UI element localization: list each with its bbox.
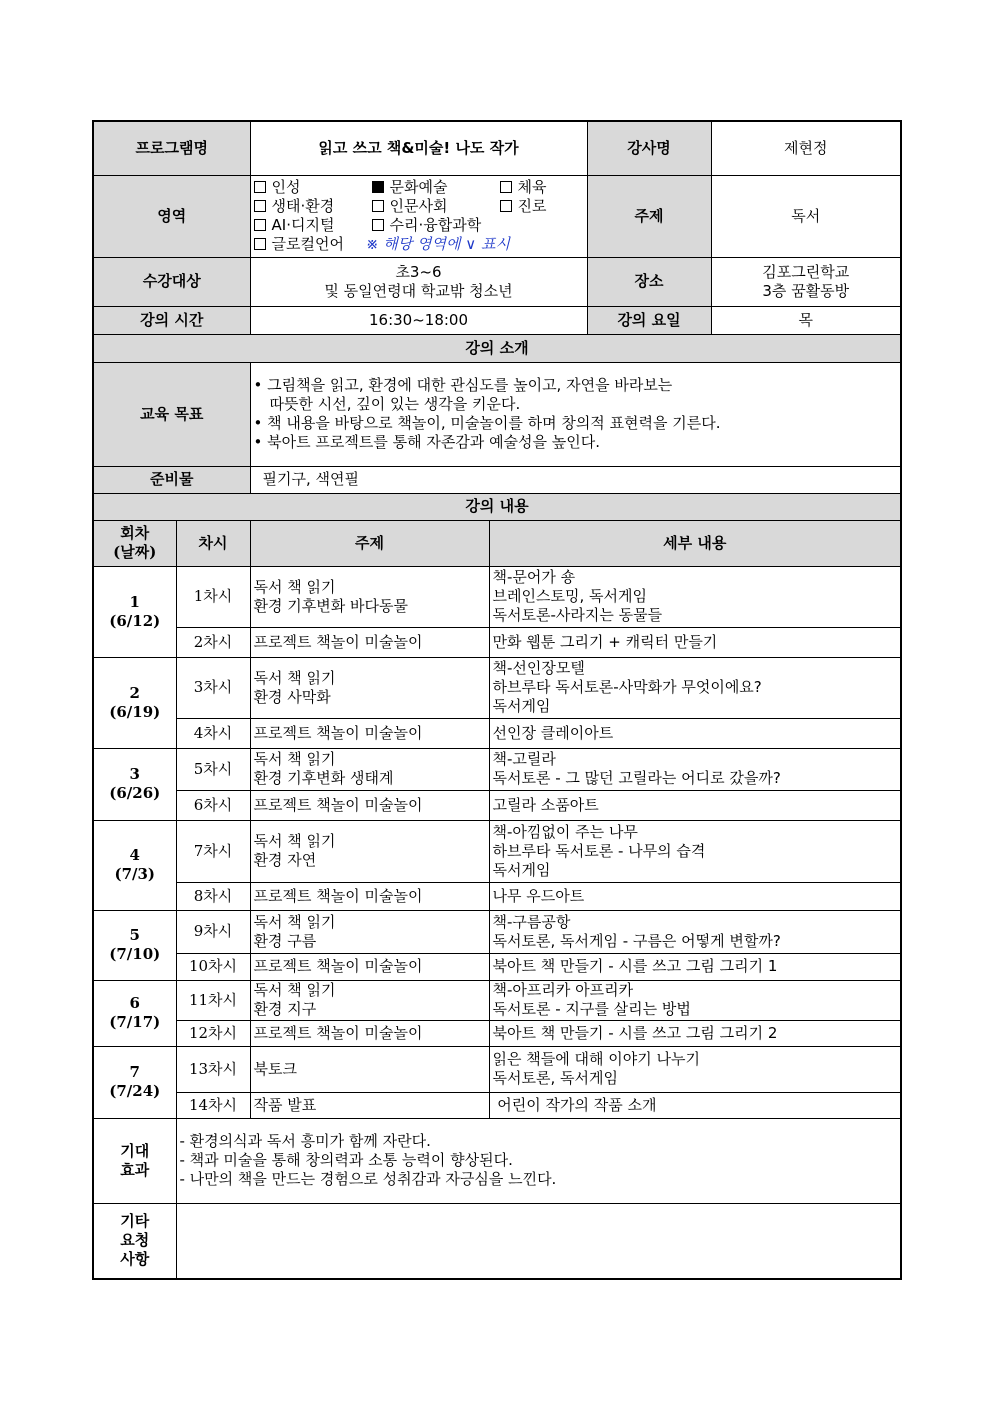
- detail-11: 책-아프리카 아프리카 독서토론 - 지구를 살리는 방법: [489, 980, 901, 1020]
- topic-value: 독서: [711, 175, 901, 257]
- checkbox-empty-icon: [372, 219, 384, 231]
- col-header-topic: 주제: [250, 520, 489, 566]
- checkbox-empty-icon: [372, 200, 384, 212]
- period-3: 3차시: [176, 657, 250, 718]
- period-5: 5차시: [176, 748, 250, 790]
- goal-list: [250, 362, 901, 466]
- checkbox-empty-icon: [254, 219, 266, 231]
- checkbox-empty-icon: [254, 181, 266, 193]
- other-requests-label: 기타 요청 사항: [93, 1203, 176, 1279]
- content-section-title: 강의 내용: [93, 493, 901, 520]
- period-2: 2차시: [176, 627, 250, 657]
- period-7: 7차시: [176, 820, 250, 882]
- instructor-label: 강사명: [587, 121, 711, 175]
- period-1: 1차시: [176, 566, 250, 627]
- area-option-ai-digital[interactable]: AI·디지털: [254, 216, 362, 235]
- topic-4: 프로젝트 책놀이 미술놀이: [250, 718, 489, 748]
- day-value: 목: [711, 306, 901, 334]
- topic-9: 독서 책 읽기 환경 구름: [250, 910, 489, 953]
- time-value: 16:30~18:00: [250, 306, 587, 334]
- target-line-1: 초3~6: [395, 262, 442, 281]
- effects-list: [176, 1118, 901, 1203]
- program-plan-table: [92, 120, 902, 1280]
- detail-9: 책-구름공항 독서토론, 독서게임 - 구름은 어떻게 변할까?: [489, 910, 901, 953]
- period-14: 14차시: [176, 1092, 250, 1118]
- topic-3: 독서 책 읽기 환경 사막화: [250, 657, 489, 718]
- goal-line-1: • 그림책을 읽고, 환경에 대한 관심도를 높이고, 자연을 바라보는: [253, 376, 673, 394]
- detail-6: 고릴라 소품아트: [489, 790, 901, 820]
- area-option-humanities[interactable]: 인문사회: [372, 197, 490, 216]
- day-label: 강의 요일: [587, 306, 711, 334]
- time-label: 강의 시간: [93, 306, 250, 334]
- topic-6: 프로젝트 책놀이 미술놀이: [250, 790, 489, 820]
- topic-7: 독서 책 읽기 환경 자연: [250, 820, 489, 882]
- detail-1: 책-문어가 숑 브레인스토밍, 독서게임 독서토론-사라지는 동물들: [489, 566, 901, 627]
- checkbox-filled-icon: [372, 181, 384, 193]
- program-name-label: 프로그램명: [93, 121, 250, 175]
- period-6: 6차시: [176, 790, 250, 820]
- area-option-math-science[interactable]: 수리·융합과학: [372, 216, 482, 235]
- area-option-ecology[interactable]: 생태·환경: [254, 197, 362, 216]
- session-4-cell: 4 (7/3): [93, 820, 176, 910]
- place-line-1: 김포그린학교: [762, 262, 850, 281]
- period-11: 11차시: [176, 980, 250, 1020]
- intro-section-title: 강의 소개: [93, 334, 901, 362]
- materials-label: 준비물: [93, 466, 250, 493]
- area-options: [250, 175, 587, 257]
- area-option-culture-arts[interactable]: 문화예술: [372, 178, 490, 197]
- area-option-insung[interactable]: 인성: [254, 178, 362, 197]
- place-value: [711, 257, 901, 306]
- detail-10: 북아트 책 만들기 - 시를 쓰고 그림 그리기 1: [489, 953, 901, 980]
- detail-7: 책-아낌없이 주는 나무 하브루타 독서토론 - 나무의 습격 독서게임: [489, 820, 901, 882]
- topic-5: 독서 책 읽기 환경 기후변화 생태계: [250, 748, 489, 790]
- effect-item-3: - 나만의 책을 만드는 경험으로 성취감과 자긍심을 느낀다.: [179, 1170, 557, 1188]
- effects-label: 기대 효과: [93, 1118, 176, 1203]
- checkbox-empty-icon: [254, 238, 266, 250]
- place-line-2: 3층 꿈활동방: [762, 281, 850, 300]
- period-13: 13차시: [176, 1046, 250, 1092]
- col-header-period: 차시: [176, 520, 250, 566]
- program-name-value: 읽고 쓰고 책&미술! 나도 작가: [250, 121, 587, 175]
- goal-label: 교육 목표: [93, 362, 250, 466]
- area-option-career[interactable]: 진로: [500, 197, 547, 216]
- target-value: [250, 257, 587, 306]
- goal-line-4: • 북아트 프로젝트를 통해 자존감과 예술성을 높인다.: [253, 433, 601, 451]
- detail-13: 읽은 책들에 대해 이야기 나누기 독서토론, 독서게임: [489, 1046, 901, 1092]
- detail-2: 만화 웹툰 그리기 + 캐릭터 만들기: [489, 627, 901, 657]
- col-header-session: 회차 (날짜): [93, 520, 176, 566]
- topic-label: 주제: [587, 175, 711, 257]
- checkbox-empty-icon: [500, 181, 512, 193]
- materials-value: 필기구, 색연필: [250, 466, 901, 493]
- area-label: 영역: [93, 175, 250, 257]
- other-requests-value: [176, 1203, 901, 1279]
- detail-4: 선인장 클레이아트: [489, 718, 901, 748]
- target-label: 수강대상: [93, 257, 250, 306]
- topic-2: 프로젝트 책놀이 미술놀이: [250, 627, 489, 657]
- topic-14: 작품 발표: [250, 1092, 489, 1118]
- period-12: 12차시: [176, 1020, 250, 1046]
- detail-12: 북아트 책 만들기 - 시를 쓰고 그림 그리기 2: [489, 1020, 901, 1046]
- col-header-detail: 세부 내용: [489, 520, 901, 566]
- effect-item-1: - 환경의식과 독서 흥미가 함께 자란다.: [179, 1132, 431, 1150]
- period-4: 4차시: [176, 718, 250, 748]
- period-9: 9차시: [176, 910, 250, 953]
- topic-11: 독서 책 읽기 환경 지구: [250, 980, 489, 1020]
- session-7-cell: 7 (7/24): [93, 1046, 176, 1118]
- topic-13: 북토크: [250, 1046, 489, 1092]
- session-1-cell: 1 (6/12): [93, 566, 176, 657]
- topic-12: 프로젝트 책놀이 미술놀이: [250, 1020, 489, 1046]
- effect-item-2: - 책과 미술을 통해 창의력과 소통 능력이 향상된다.: [179, 1151, 513, 1169]
- detail-5: 책-고릴라 독서토론 - 그 많던 고릴라는 어디로 갔을까?: [489, 748, 901, 790]
- session-3-cell: 3 (6/26): [93, 748, 176, 820]
- session-6-cell: 6 (7/17): [93, 980, 176, 1046]
- place-label: 장소: [587, 257, 711, 306]
- checkbox-empty-icon: [500, 200, 512, 212]
- topic-1: 독서 책 읽기 환경 기후변화 바다동물: [250, 566, 489, 627]
- area-option-physical[interactable]: 체육: [500, 178, 547, 197]
- period-10: 10차시: [176, 953, 250, 980]
- period-8: 8차시: [176, 882, 250, 910]
- area-note: ※ 해당 영역에 ∨ 표시: [365, 235, 511, 253]
- session-5-cell: 5 (7/10): [93, 910, 176, 980]
- topic-8: 프로젝트 책놀이 미술놀이: [250, 882, 489, 910]
- session-2-cell: 2 (6/19): [93, 657, 176, 748]
- checkbox-empty-icon: [254, 200, 266, 212]
- instructor-value: 제현정: [711, 121, 901, 175]
- goal-line-2: 따뜻한 시선, 깊이 있는 생각을 키운다.: [269, 395, 521, 413]
- detail-14: 어린이 작가의 작품 소개: [489, 1092, 901, 1118]
- target-line-2: 및 동일연령대 학교밖 청소년: [324, 281, 513, 300]
- goal-line-3: • 책 내용을 바탕으로 책놀이, 미술놀이를 하며 창의적 표현력을 기른다.: [253, 414, 721, 432]
- detail-8: 나무 우드아트: [489, 882, 901, 910]
- topic-10: 프로젝트 책놀이 미술놀이: [250, 953, 489, 980]
- area-option-glocal-language[interactable]: 글로컬언어: [254, 235, 344, 254]
- detail-3: 책-선인장모텔 하브루타 독서토론-사막화가 무엇이에요? 독서게임: [489, 657, 901, 718]
